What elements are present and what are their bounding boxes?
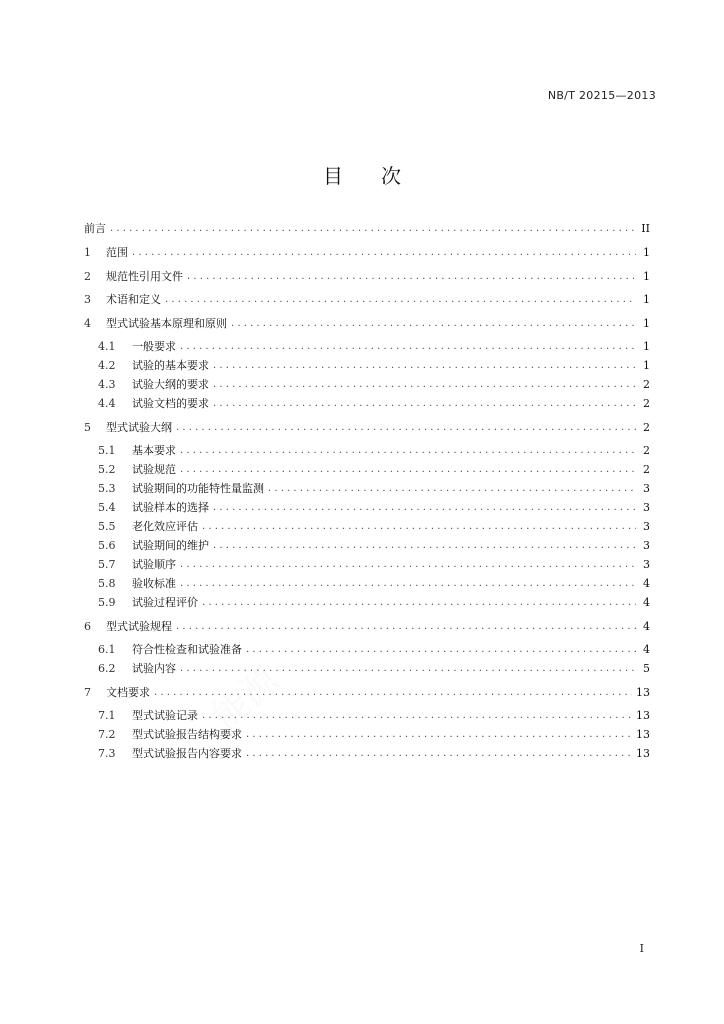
toc-entry-number: 5.3 (98, 482, 116, 495)
toc-entry-page: 13 (636, 686, 650, 699)
toc-entry-page: 3 (643, 482, 650, 495)
toc-entry-label: 老化效应评估 (132, 520, 198, 533)
toc-entry[interactable] (98, 462, 650, 478)
toc-entry-label: 验收标准 (132, 577, 176, 590)
toc-entry-label: 试验大纲的要求 (132, 378, 209, 391)
toc-entry[interactable] (98, 576, 650, 592)
toc-leader-dots (180, 462, 636, 478)
toc-entry[interactable] (84, 420, 650, 436)
toc-entry[interactable] (98, 481, 650, 497)
toc-entry-page: 2 (643, 421, 650, 434)
toc-entry-number: 4.2 (98, 359, 116, 372)
toc-entry-label: 型式试验报告内容要求 (132, 747, 242, 760)
watermark: 能源 (205, 659, 287, 738)
toc-entry-label: 基本要求 (132, 444, 176, 457)
toc-entry-label: 试验的基本要求 (132, 359, 209, 372)
toc-entry-number: 3 (84, 293, 91, 306)
toc-entry-number: 5.7 (98, 558, 116, 571)
toc-entry[interactable] (98, 500, 650, 516)
standard-code: NB/T 20215—2013 (547, 89, 656, 102)
toc-leader-dots (246, 746, 632, 762)
toc-entry-label: 型式试验报告结构要求 (132, 728, 242, 741)
toc-leader-dots (110, 221, 636, 237)
toc-entry-number: 4.4 (98, 397, 116, 410)
toc-leader-dots (180, 339, 636, 355)
toc-entry[interactable] (98, 358, 650, 374)
toc-entry[interactable] (98, 538, 650, 554)
toc-leader-dots (165, 292, 636, 308)
toc-leader-dots (180, 661, 636, 677)
toc-entry-label: 一般要求 (132, 340, 176, 353)
toc-entry-page: 3 (643, 520, 650, 533)
toc-entry-number: 5.2 (98, 463, 116, 476)
toc-entry[interactable] (84, 221, 650, 237)
toc-entry-page: 2 (643, 444, 650, 457)
toc-entry-label: 文档要求 (106, 686, 150, 699)
toc-entry-number: 6 (84, 620, 91, 633)
toc-entry-page: 3 (643, 501, 650, 514)
toc-entry-page: 1 (643, 246, 650, 259)
toc-entry[interactable] (98, 519, 650, 535)
toc-entry[interactable] (84, 316, 650, 332)
toc-leader-dots (213, 500, 636, 516)
toc-entry-number: 4.1 (98, 340, 116, 353)
toc-entry-page: 2 (643, 378, 650, 391)
toc-entry-number: 5.6 (98, 539, 116, 552)
toc-entry[interactable] (98, 443, 650, 459)
toc-entry-page: 2 (643, 463, 650, 476)
toc-entry-label: 型式试验大纲 (106, 421, 172, 434)
toc-entry-number: 5.9 (98, 596, 116, 609)
toc-entry-page: 13 (636, 709, 650, 722)
toc-entry-number: 4 (84, 317, 91, 330)
toc-entry-page: 2 (643, 397, 650, 410)
toc-entry[interactable] (98, 708, 650, 724)
toc-entry-number: 7.2 (98, 728, 116, 741)
toc-entry-label: 符合性检查和试验准备 (132, 643, 242, 656)
toc-entry-number: 5 (84, 421, 91, 434)
toc-entry-page: 3 (643, 539, 650, 552)
toc-entry-number: 5.5 (98, 520, 116, 533)
toc-entry-page: II (641, 222, 650, 235)
toc-entry-label: 规范性引用文件 (106, 270, 183, 283)
toc-entry-page: 1 (643, 317, 650, 330)
toc-entry-label: 试验内容 (132, 662, 176, 675)
page-number: I (639, 942, 644, 955)
toc-entry-number: 7.3 (98, 747, 116, 760)
toc-leader-dots (202, 595, 636, 611)
toc-leader-dots (202, 519, 636, 535)
toc-entry-page: 4 (643, 596, 650, 609)
title-char-1: 目 (323, 164, 343, 188)
toc-entry-number: 7.1 (98, 709, 116, 722)
toc-entry-label: 试验顺序 (132, 558, 176, 571)
toc-entry-number: 6.1 (98, 643, 116, 656)
toc-entry[interactable] (98, 396, 650, 412)
toc-leader-dots (246, 727, 632, 743)
toc-entry-page: 4 (643, 577, 650, 590)
toc-leader-dots (246, 642, 636, 658)
toc-entry-page: 5 (643, 662, 650, 675)
toc-leader-dots (176, 619, 636, 635)
toc-entry-page: 4 (643, 643, 650, 656)
toc-entry-number: 6.2 (98, 662, 116, 675)
toc-entry[interactable] (98, 642, 650, 658)
toc-entry-page: 13 (636, 747, 650, 760)
toc-entry-label: 范围 (106, 246, 128, 259)
toc-entry-label: 试验样本的选择 (132, 501, 209, 514)
toc-leader-dots (213, 396, 636, 412)
toc-entry-label: 型式试验记录 (132, 709, 198, 722)
title-char-2: 次 (381, 164, 401, 188)
page-title (0, 160, 724, 189)
toc-entry[interactable] (84, 292, 650, 308)
toc-entry-label: 试验期间的功能特性量监测 (132, 482, 264, 495)
toc-entry[interactable] (98, 595, 650, 611)
toc-entry-label: 型式试验规程 (106, 620, 172, 633)
toc-leader-dots (187, 269, 636, 285)
toc-entry[interactable] (98, 557, 650, 573)
toc-entry-label: 术语和定义 (106, 293, 161, 306)
toc-entry[interactable] (98, 661, 650, 677)
toc-entry-label: 试验规范 (132, 463, 176, 476)
toc-entry-number: 5.8 (98, 577, 116, 590)
toc-leader-dots (268, 481, 636, 497)
toc-leader-dots (154, 685, 632, 701)
toc-leader-dots (231, 316, 636, 332)
toc-entry[interactable] (84, 619, 650, 635)
toc-entry[interactable] (84, 245, 650, 261)
toc-leader-dots (213, 358, 636, 374)
toc-entry-number: 5.4 (98, 501, 116, 514)
toc-leader-dots (213, 377, 636, 393)
toc-leader-dots (202, 708, 632, 724)
toc-entry-page: 1 (643, 340, 650, 353)
toc-entry-page: 4 (643, 620, 650, 633)
toc-entry-number: 4.3 (98, 378, 116, 391)
toc-entry-number: 1 (84, 246, 91, 259)
toc-leader-dots (180, 576, 636, 592)
toc-entry[interactable] (84, 269, 650, 285)
toc-entry[interactable] (98, 377, 650, 393)
toc-entry-label: 前言 (84, 222, 106, 235)
toc-entry-page: 1 (643, 359, 650, 372)
toc-leader-dots (132, 245, 636, 261)
toc-entry-label: 试验期间的维护 (132, 539, 209, 552)
toc-entry-page: 1 (643, 293, 650, 306)
toc-entry-label: 试验过程评价 (132, 596, 198, 609)
toc-entry-label: 型式试验基本原理和原则 (106, 317, 227, 330)
toc-entry[interactable] (84, 685, 650, 701)
toc-entry-page: 13 (636, 728, 650, 741)
toc-entry-number: 7 (84, 686, 91, 699)
toc-leader-dots (180, 557, 636, 573)
toc-leader-dots (213, 538, 636, 554)
toc-entry-page: 1 (643, 270, 650, 283)
toc-entry-number: 5.1 (98, 444, 116, 457)
toc-leader-dots (176, 420, 636, 436)
toc-entry[interactable] (98, 746, 650, 762)
toc-entry-number: 2 (84, 270, 91, 283)
toc-leader-dots (180, 443, 636, 459)
toc-entry-page: 3 (643, 558, 650, 571)
toc-entry-label: 试验文档的要求 (132, 397, 209, 410)
toc-entry[interactable] (98, 727, 650, 743)
toc-entry[interactable] (98, 339, 650, 355)
